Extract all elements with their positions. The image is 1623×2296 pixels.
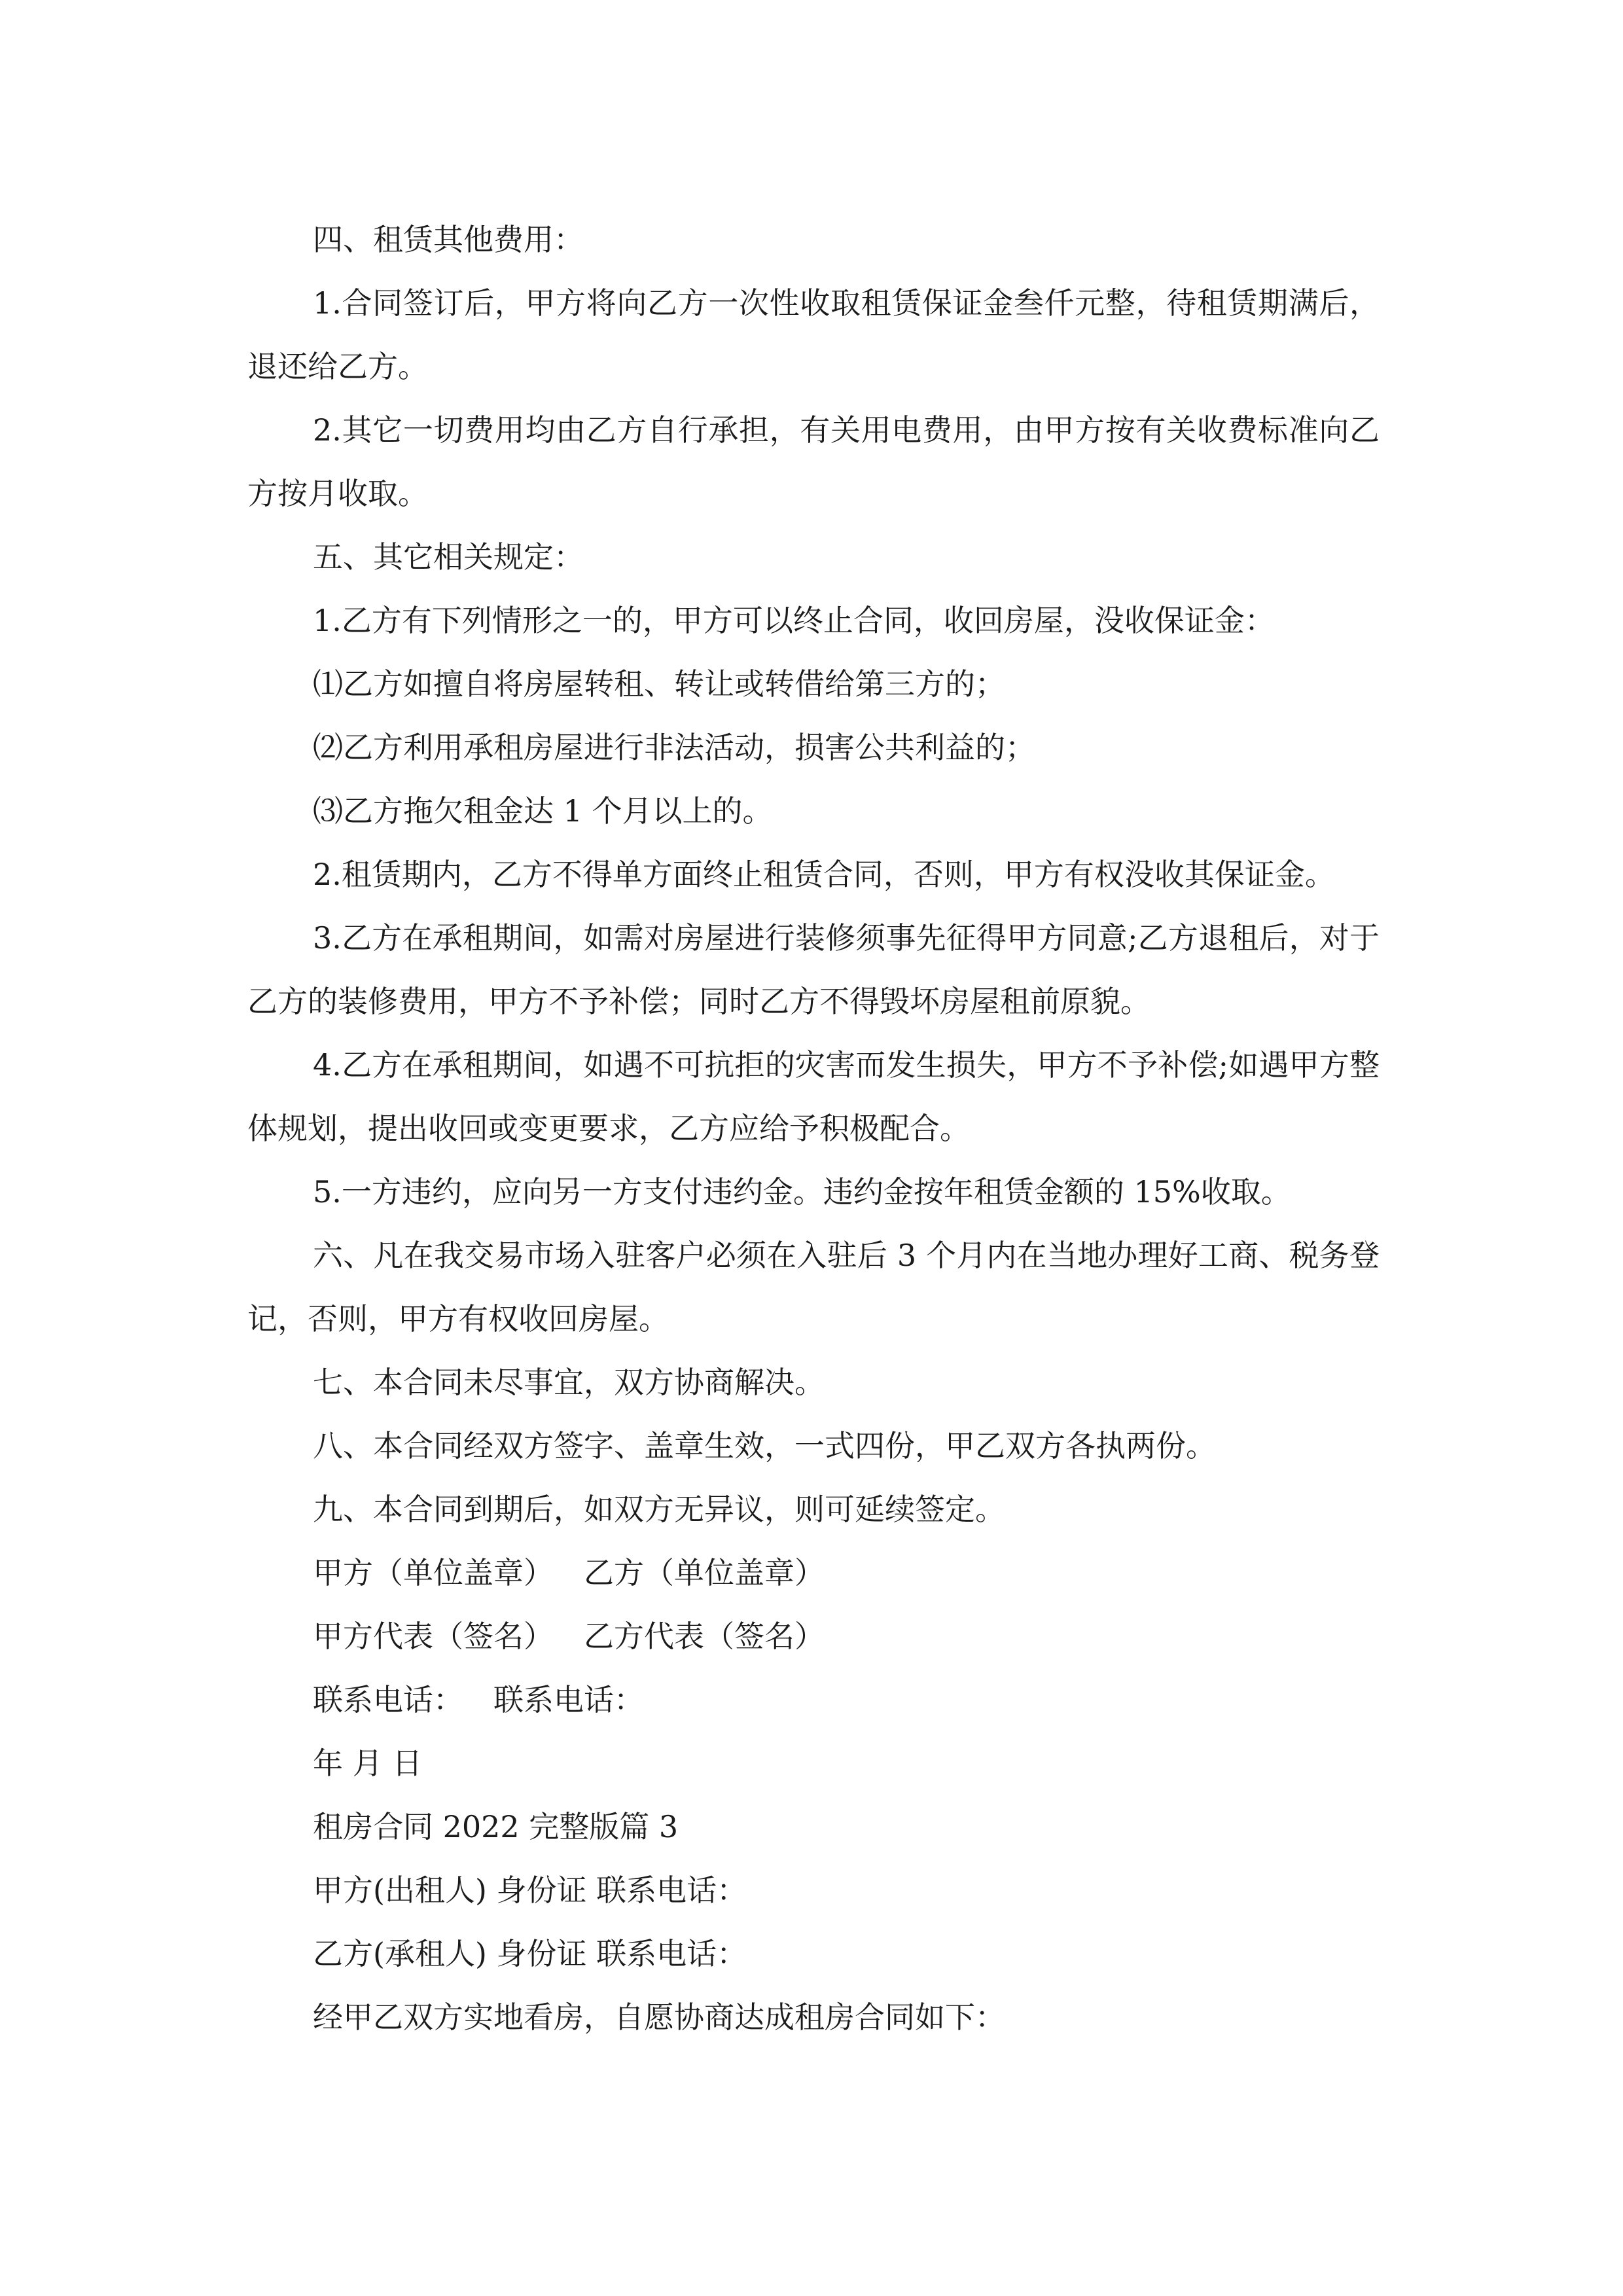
section-heading-other-fees: 四、租赁其他费用： xyxy=(313,222,584,257)
party-a-representative: 甲方代表（签名） xyxy=(313,1619,554,1654)
clause-renewal: 九、本合同到期后，如双方无异议，则可延续签定。 xyxy=(313,1492,1005,1527)
clause-force-majeure: 4.乙方在承租期间，如遇不可抗拒的灾害而发生损失，甲方不予补偿;如遇甲方整体规划，提出收回或变更要求，乙方应给予积极配合。 xyxy=(247,1047,1380,1146)
next-section-party-a: 甲方(出租人) 身份证 联系电话： xyxy=(313,1873,747,1908)
next-section-party-b: 乙方(承租人) 身份证 联系电话： xyxy=(313,1936,747,1971)
section-heading-other-rules: 五、其它相关规定： xyxy=(313,539,584,575)
clause-early-termination: 2.租赁期内，乙方不得单方面终止租赁合同，否则，甲方有权没收其保证金。 xyxy=(313,857,1335,892)
signature-seal-line xyxy=(247,1541,1380,1605)
signature-phone-line xyxy=(247,1668,1380,1732)
clause-other-costs: 2.其它一切费用均由乙方自行承担，有关用电费用，由甲方按有关收费标准向乙方按月收取。 xyxy=(247,412,1380,511)
clause-unresolved-matters: 七、本合同未尽事宜，双方协商解决。 xyxy=(313,1365,825,1400)
party-b-seal: 乙方（单位盖章） xyxy=(584,1555,825,1590)
party-b-phone: 联系电话： xyxy=(493,1682,644,1717)
clause-deposit: 1.合同签订后，甲方将向乙方一次性收取租赁保证金叁仟元整，待租赁期满后，退还给乙方。 xyxy=(247,285,1380,384)
signature-rep-line xyxy=(247,1605,1380,1668)
party-b-representative: 乙方代表（签名） xyxy=(584,1619,825,1654)
clause-breach-penalty: 5.一方违约，应向另一方支付违约金。违约金按年租赁金额的 15%收取。 xyxy=(313,1174,1291,1210)
party-a-seal: 甲方（单位盖章） xyxy=(313,1555,554,1590)
clause-registration: 六、凡在我交易市场入驻客户必须在入驻后 3 个月内在当地办理好工商、税务登记，否则，甲方有权收回房屋。 xyxy=(247,1238,1380,1336)
contract-body xyxy=(247,208,1380,2049)
signature-date: 年 月 日 xyxy=(313,1746,423,1781)
clause-renovation: 3.乙方在承租期间，如需对房屋进行装修须事先征得甲方同意;乙方退租后，对于乙方的装修费用，甲方不予补偿；同时乙方不得毁坏房屋租前原貌。 xyxy=(247,920,1380,1019)
clause-termination-conditions: 1.乙方有下列情形之一的，甲方可以终止合同，收回房屋，没收保证金： xyxy=(313,603,1275,638)
next-section-title: 租房合同 2022 完整版篇 3 xyxy=(313,1809,679,1844)
clause-item-rent-arrears: ⑶乙方拖欠租金达 1 个月以上的。 xyxy=(313,793,773,829)
next-section-intro: 经甲乙双方实地看房，自愿协商达成租房合同如下： xyxy=(313,2000,1005,2035)
clause-item-illegal-use: ⑵乙方利用承租房屋进行非法活动，损害公共利益的； xyxy=(313,730,1035,765)
clause-item-sublet: ⑴乙方如擅自将房屋转租、转让或转借给第三方的； xyxy=(313,666,1005,702)
party-a-phone: 联系电话： xyxy=(313,1682,463,1717)
clause-effectiveness: 八、本合同经双方签字、盖章生效，一式四份，甲乙双方各执两份。 xyxy=(313,1428,1216,1463)
